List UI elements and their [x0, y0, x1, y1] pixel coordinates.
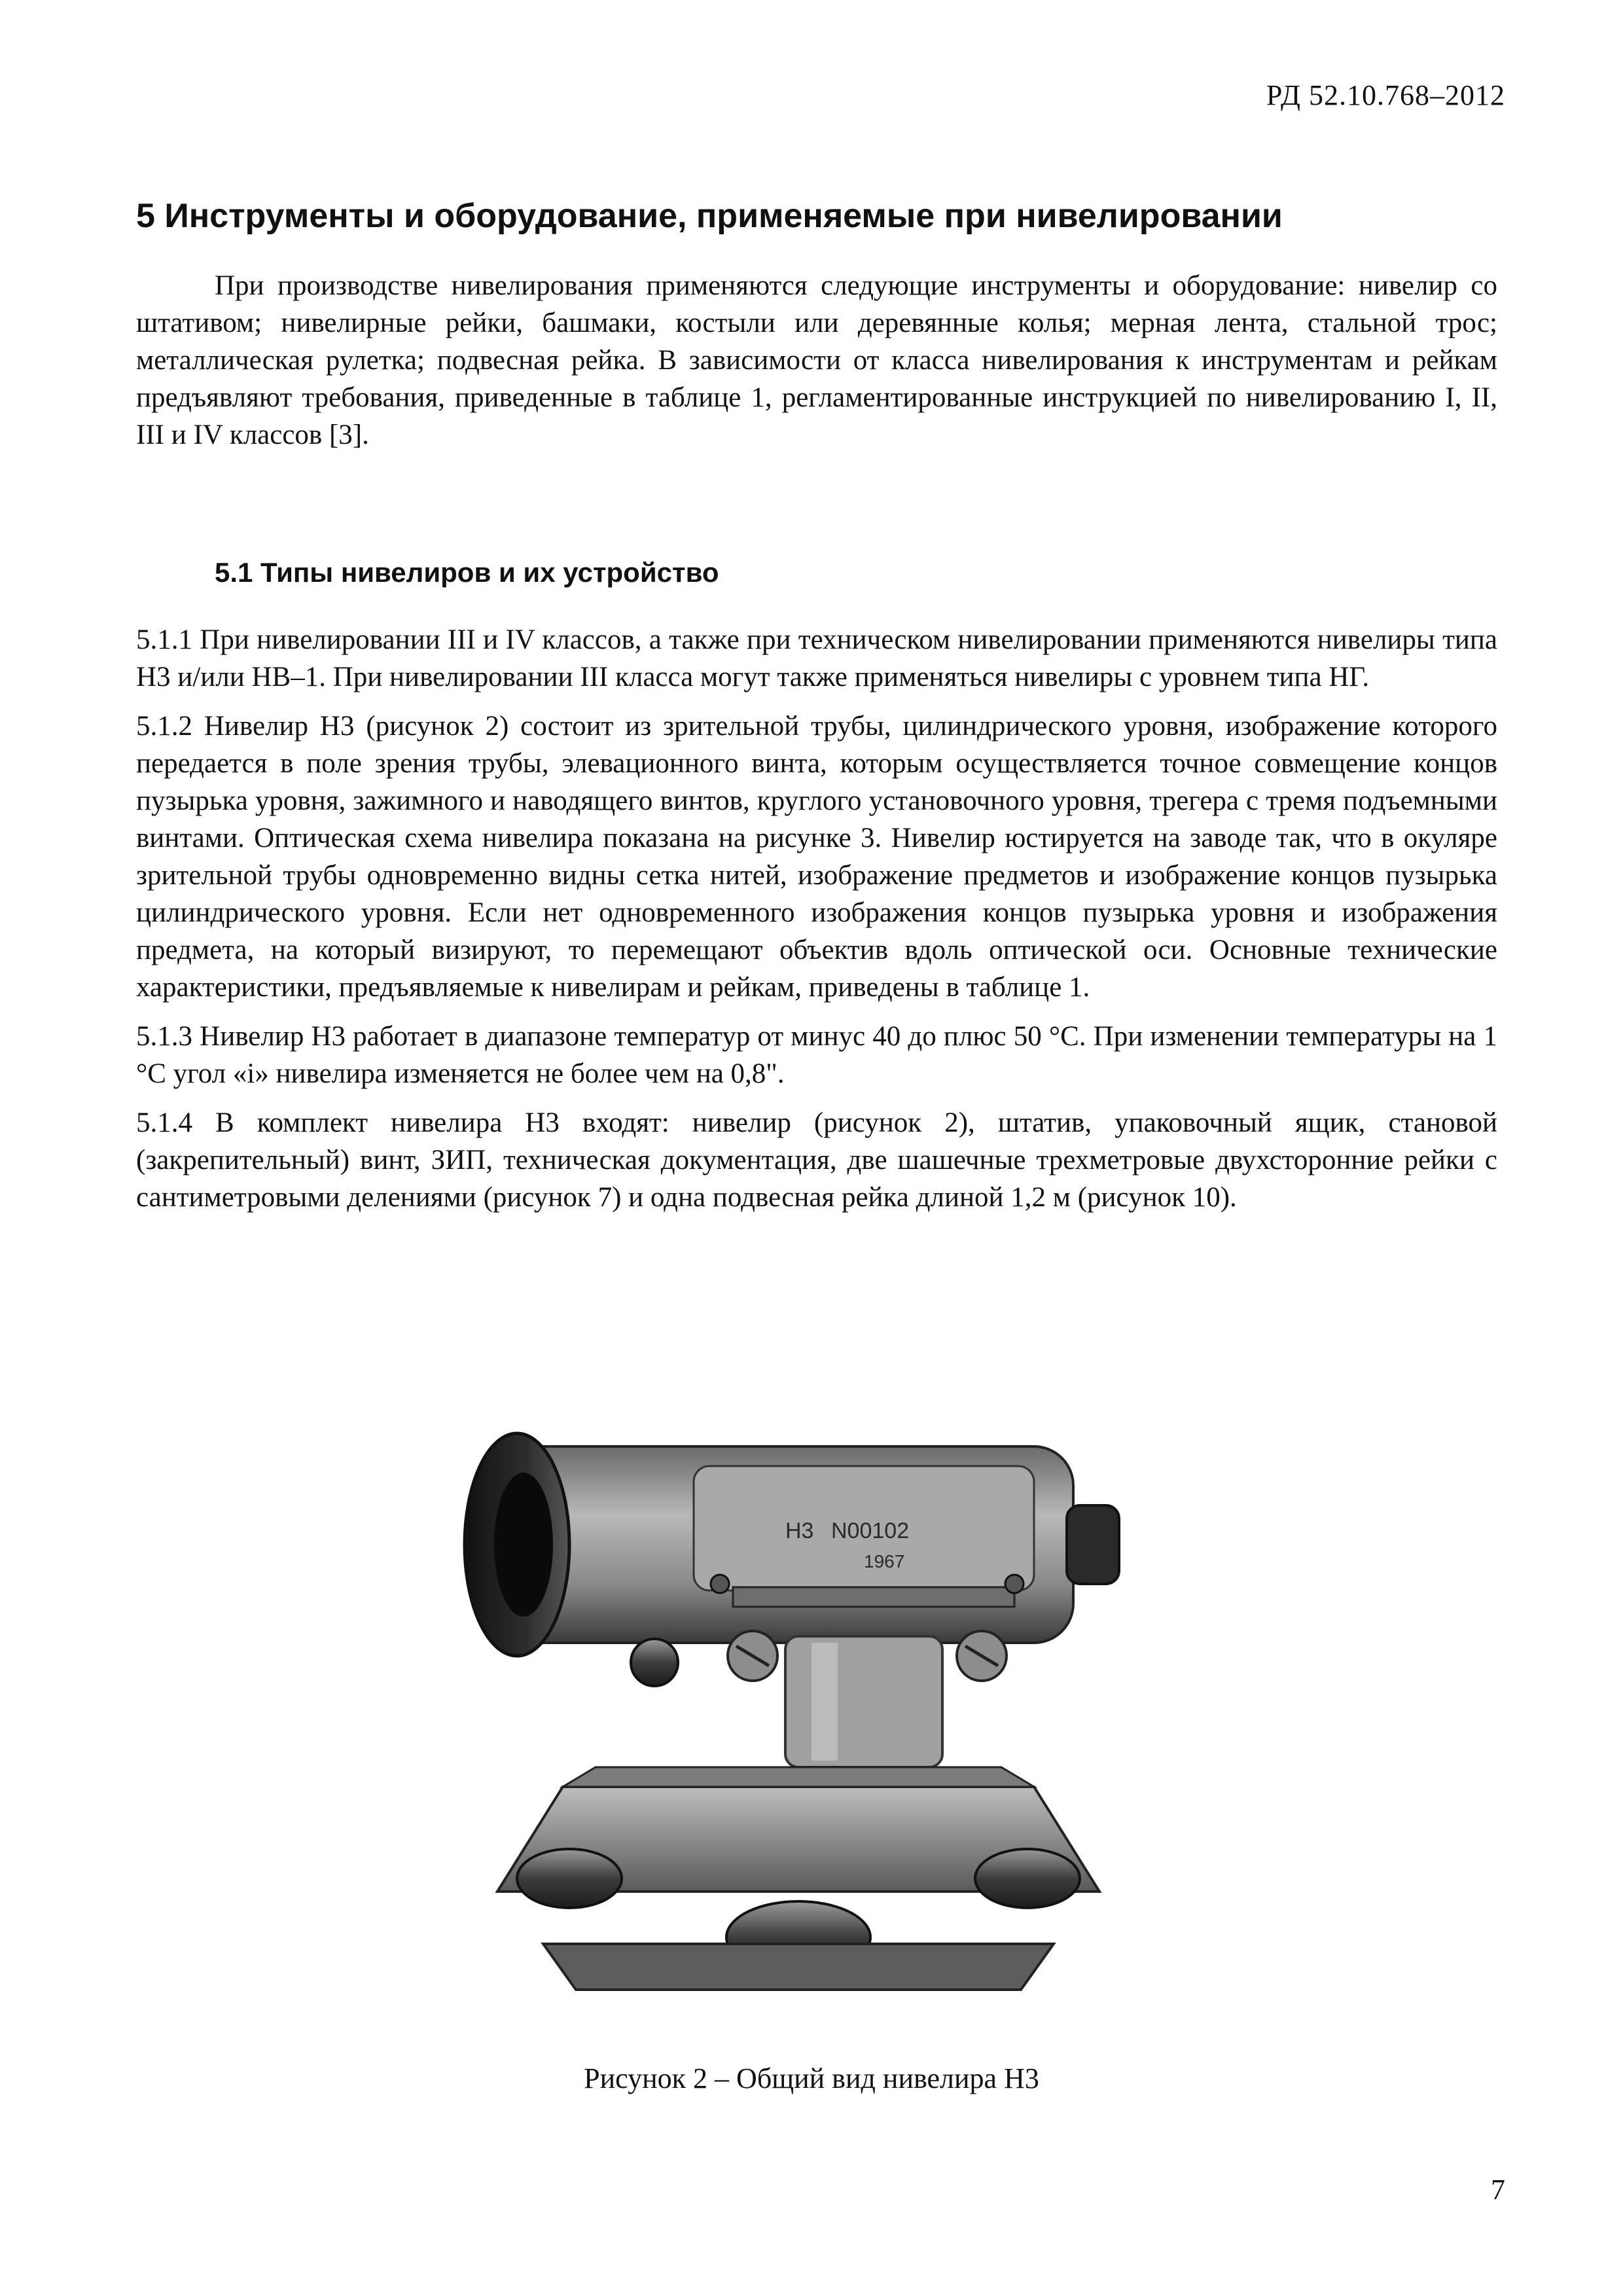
- level-window: [733, 1587, 1014, 1607]
- foot-screw-left: [517, 1849, 622, 1908]
- figure-level-instrument: [445, 1420, 1152, 2009]
- paragraph-5-1-3: 5.1.3 Нивелир Н3 работает в диапазоне температур от минус 40 до плюс 50 °С. При изменении температуры на 1 °С угол «i» нивелира изменяется не более чем на 0,8".: [136, 1021, 1497, 1089]
- eyepiece: [1067, 1505, 1119, 1584]
- paragraph-5-1-4: 5.1.4 В комплект нивелира Н3 входят: нивелир (рисунок 2), штатив, упаковочный ящик, становой (закрепительный) винт, ЗИП, техническая документация, две шашечные трехметровые двухсторонние рейки с сантиметровыми делениями (рисунок 7) и одна подвесная рейка длиной 1,2 м (рисунок 10).: [136, 1107, 1497, 1213]
- adjustment-screw: [711, 1575, 729, 1593]
- section-5-heading: 5 Инструменты и оборудование, применяемые при нивелировании: [136, 197, 1283, 235]
- vertical-axis: [785, 1636, 942, 1767]
- page-content: [136, 196, 1497, 1228]
- spacer: [136, 465, 1497, 557]
- base-plate: [543, 1944, 1054, 1990]
- adjustment-screw: [1005, 1575, 1024, 1593]
- page-number: 7: [1491, 2174, 1505, 2206]
- paragraph-5-1-1: 5.1.1 При нивелировании III и IV классов, а также при техническом нивелировании применяются нивелиры типа Н3 и/или НВ–1. При нивелировании III класса могут также применяться нивелиры с уровнем типа НГ.: [136, 624, 1497, 692]
- clamp-screw: [631, 1639, 678, 1686]
- foot-screw-right: [975, 1849, 1080, 1908]
- nameplate-year: 1967: [864, 1551, 905, 1571]
- nameplate-model: Н3: [785, 1518, 814, 1543]
- paragraph-5-1-2: 5.1.2 Нивелир Н3 (рисунок 2) состоит из зрительной трубы, цилиндрического уровня, изображение которого передается в поле зрения трубы, элевационного винта, которым осуществляется точное совмещение концов пузырька уровня, зажимного и наводящего винтов, круглого установочного уровня, трегера с тремя подъемными винтами. Оптическая схема нивелира показана на рисунке 3. Нивелир юстируется на заводе так, что в окуляре зрительной трубы одновременно видны сетка нитей, изображение предметов и изображение концов пузырька цилиндрического уровня. Если нет одновременного изображения концов пузырька уровня и изображения предмета, на который визируют, то перемещают объектив вдоль оптической оси. Основные технические характеристики, предъявляемые к нивелирам и рейкам, приведены в таблице 1.: [136, 711, 1497, 1003]
- document-code: РД 52.10.768–2012: [1266, 79, 1505, 111]
- section-5-intro-paragraph: При производстве нивелирования применяются следующие инструменты и оборудование: нивелир со штативом; нивелирные рейки, башмаки, костыли или деревянные колья; мерная лента, стальной трос; металлическая рулетка; подвесная рейка. В зависимости от класса нивелирования к инструментам и рейкам предъявляют требования, приведенные в таблице 1, регламентированные инструкцией по нивелированию I, II, III и IV классов [3].: [136, 270, 1497, 450]
- objective-lens-inner: [494, 1473, 553, 1617]
- nameplate-serial: N00102: [831, 1518, 910, 1543]
- level-instrument-illustration: [445, 1420, 1152, 2009]
- figure-caption: Рисунок 2 – Общий вид нивелира Н3: [584, 2062, 1039, 2094]
- section-5-1-heading: 5.1 Типы нивелиров и их устройство: [215, 557, 719, 588]
